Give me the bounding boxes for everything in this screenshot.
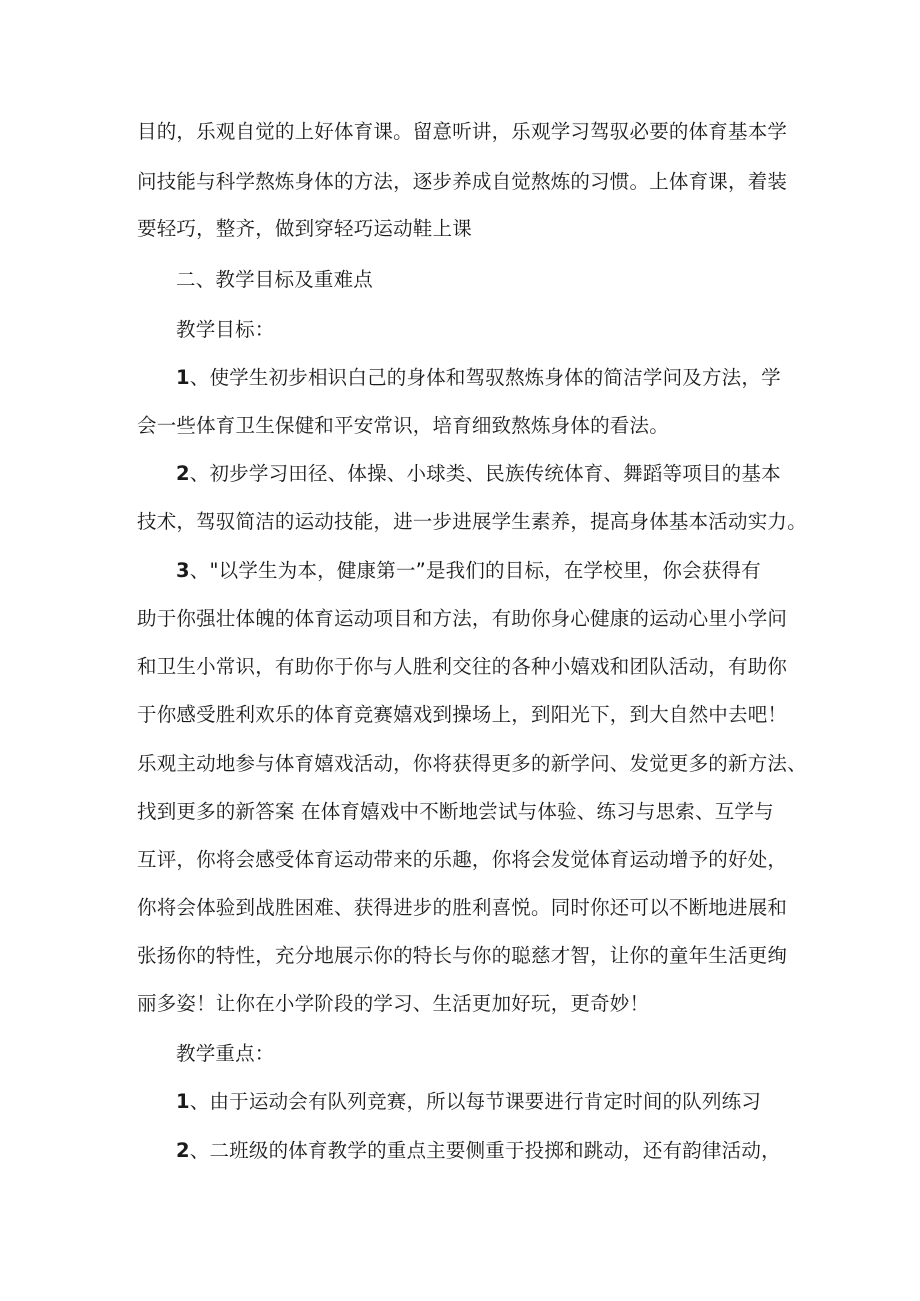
goal-3-line-8: 你将会体验到战胜困难、获得进步的胜利喜悦。同时你还可以不断地进展和 xyxy=(137,896,788,919)
goals-heading: 教学目标： xyxy=(176,318,275,341)
goal-3-line-6: 找到更多的新答案 在体育嬉戏中不断地尝试与体验、练习与思索、互学与 xyxy=(137,800,774,823)
key-point-2-text: 、二班级的体育教学的重点主要侧重于投掷和跳动，还有韵律活动， xyxy=(189,1139,781,1162)
goal-3-text: 、"以学生为本，健康第一”是我们的目标，在学校里，你会获得有 xyxy=(189,559,761,582)
goal-2-text: 、初步学习田径、体操、小球类、民族传统体育、舞蹈等项目的基本 xyxy=(189,462,781,485)
goal-3-line-9: 张扬你的特性，充分地展示你的特长与你的聪慈才智，让你的童年生活更绚 xyxy=(137,944,788,967)
paragraph-1-line-1: 目的，乐观自觉的上好体育课。留意听讲，乐观学习驾驭必要的体育基本学 xyxy=(137,120,788,143)
key-point-2-number: 2 xyxy=(176,1139,190,1162)
paragraph-1-line-2: 问技能与科学熬炼身体的方法，逐步养成自觉熬炼的习惯。上体育课，着装 xyxy=(137,170,788,193)
goal-3-number: 3 xyxy=(176,559,190,582)
goal-3-line-3: 和卫生小常识，有助你于你与人胜利交往的各种小嬉戏和团队活动，有助你 xyxy=(137,655,788,678)
goal-2-line-2: 技术，驾驭简洁的运动技能，进一步进展学生素养，提高身体基本活动实力。 xyxy=(137,510,807,533)
key-point-2 xyxy=(176,1137,781,1165)
goal-3-line-7: 互评，你将会感受体育运动带来的乐趣，你将会发觉体育运动增予的好处， xyxy=(137,848,788,871)
goal-2-number: 2 xyxy=(176,462,190,485)
key-point-1-number: 1 xyxy=(176,1090,190,1113)
key-points-heading: 教学重点： xyxy=(176,1042,275,1065)
section-heading: 二、教学目标及重难点 xyxy=(176,268,374,291)
goal-1-line-2: 会一些体育卫生保健和平安常识，培育细致熬炼身体的看法。 xyxy=(137,414,669,437)
goal-3-line-2: 助于你强壮体魄的体育运动项目和方法，有助你身心健康的运动心里小学问 xyxy=(137,607,788,630)
goal-3-line-10: 丽多姿！让你在小学阶段的学习、生活更加好玩，更奇妙！ xyxy=(137,992,650,1015)
goal-1-number: 1 xyxy=(176,366,190,389)
goal-3-line-5: 乐观主动地参与体育嬉戏活动，你将获得更多的新学问、发觉更多的新方法、 xyxy=(137,752,807,775)
goal-3-line-1 xyxy=(176,557,761,585)
goal-2-line-1 xyxy=(176,460,781,488)
key-point-1 xyxy=(176,1088,761,1116)
goal-1-line-1 xyxy=(176,364,781,392)
paragraph-1-line-3: 要轻巧，整齐，做到穿轻巧运动鞋上课 xyxy=(137,217,472,240)
goal-1-text: 、使学生初步相识白己的身体和驾驭熬炼身体的简洁学问及方法，学 xyxy=(189,366,781,389)
goal-3-line-4: 于你感受胜利欢乐的体育竞赛嬉戏到操场上，到阳光下，到大自然中去吧！ xyxy=(137,703,788,726)
key-point-1-text: 、由于运动会有队列竞赛，所以每节课要进行肯定时间的队列练习 xyxy=(189,1090,762,1113)
